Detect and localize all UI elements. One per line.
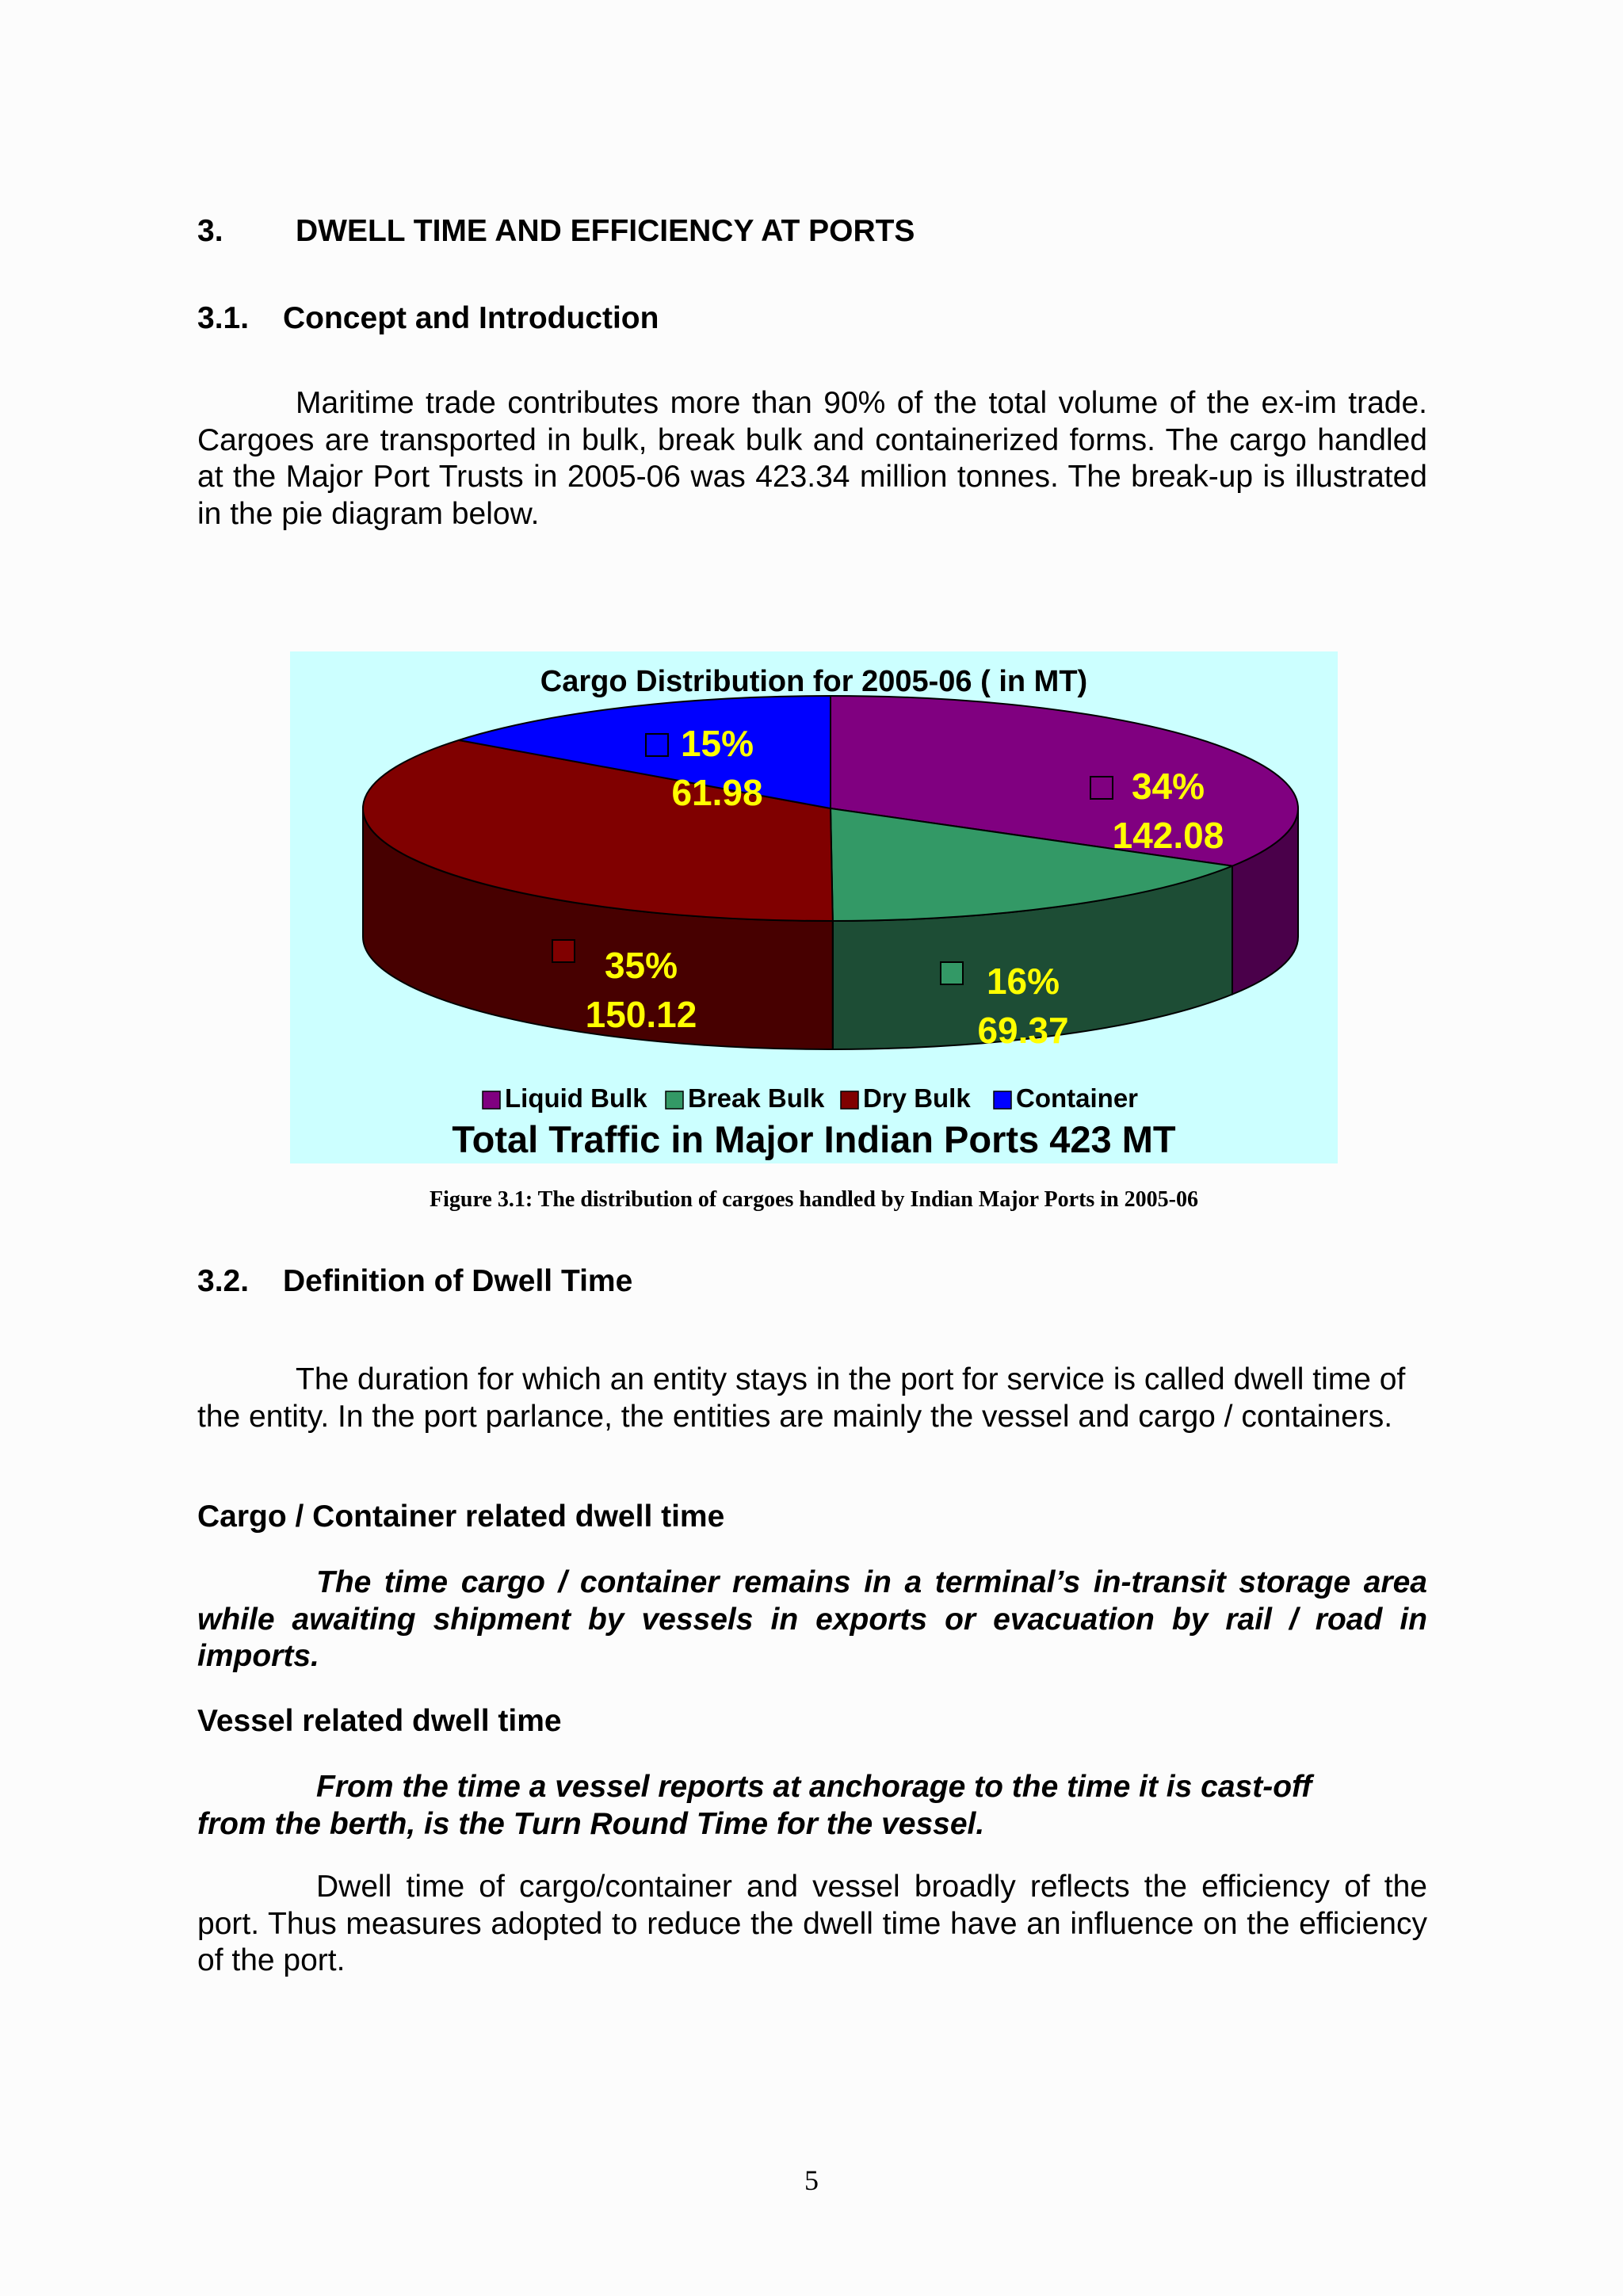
label-swatch	[552, 940, 575, 962]
subsection-title-3-1: Concept and Introduction	[283, 301, 659, 335]
dwell-definition-paragraph: The duration for which an entity stays in the port for service is called dwell time of the entity. In the port parlance, the entities are mainly the vessel and cargo / containers.	[197, 1362, 1406, 1434]
legend-swatch	[841, 1091, 858, 1109]
legend-label: Break Bulk	[688, 1083, 825, 1113]
legend-label: Container	[1016, 1083, 1139, 1113]
cargo-dwell-heading: Cargo / Container related dwell time	[197, 1499, 725, 1534]
legend-swatch	[994, 1091, 1011, 1109]
intro-paragraph: Maritime trade contributes more than 90% of the total volume of the ex-im trade. Cargoes are transported in bulk, break bulk and containerized forms. The cargo handled at the Major Port Trusts in 2005-06 was 423.34 million tonnes. The break-up is illustrated in the pie diagram below.	[197, 386, 1427, 531]
section-title: DWELL TIME AND EFFICIENCY AT PORTS	[296, 214, 915, 248]
closing-paragraph: Dwell time of cargo/container and vessel broadly reflects the efficiency of the port. Thus measures adopted to reduce the dwell time have an influence on the efficiency of the port.	[197, 1870, 1427, 1977]
subsection-number-3-2: 3.2.	[197, 1264, 250, 1298]
chart-footer: Total Traffic in Major Indian Ports 423 MT	[452, 1118, 1176, 1160]
slice-value-label: 69.37	[977, 1010, 1069, 1051]
legend-swatch	[666, 1091, 683, 1109]
slice-value-label: 142.08	[1112, 815, 1224, 856]
subsection-title-3-2: Definition of Dwell Time	[283, 1264, 633, 1298]
slice-value-label: 61.98	[671, 772, 763, 813]
slice-value-label: 150.12	[585, 994, 697, 1035]
pie-chart-panel	[290, 651, 1338, 1163]
slice-percent-label: 35%	[604, 945, 678, 986]
page-number: 5	[804, 2164, 819, 2196]
label-swatch	[1090, 777, 1113, 799]
legend-label: Dry Bulk	[863, 1083, 971, 1113]
slice-percent-label: 15%	[680, 723, 754, 764]
cargo-dwell-definition: The time cargo / container remains in a terminal’s in-transit storage area while awaiting shipment by vessels in exports or evacuation by rail / road in imports.	[197, 1565, 1427, 1673]
label-swatch	[941, 962, 963, 984]
legend-label: Liquid Bulk	[505, 1083, 647, 1113]
vessel-dwell-definition: From the time a vessel reports at anchorage to the time it is cast-off from the berth, is the Turn Round Time for the vessel.	[197, 1770, 1312, 1841]
pie-chart	[290, 651, 1338, 1163]
section-number: 3.	[197, 214, 223, 248]
slice-percent-label: 34%	[1131, 766, 1205, 807]
chart-title: Cargo Distribution for 2005-06 ( in MT)	[540, 665, 1088, 698]
label-swatch	[646, 734, 668, 756]
figure-caption: Figure 3.1: The distribution of cargoes handled by Indian Major Ports in 2005-06	[430, 1187, 1198, 1212]
vessel-dwell-heading: Vessel related dwell time	[197, 1704, 562, 1738]
legend-swatch	[483, 1091, 500, 1109]
subsection-number-3-1: 3.1.	[197, 301, 250, 335]
slice-percent-label: 16%	[986, 961, 1060, 1002]
